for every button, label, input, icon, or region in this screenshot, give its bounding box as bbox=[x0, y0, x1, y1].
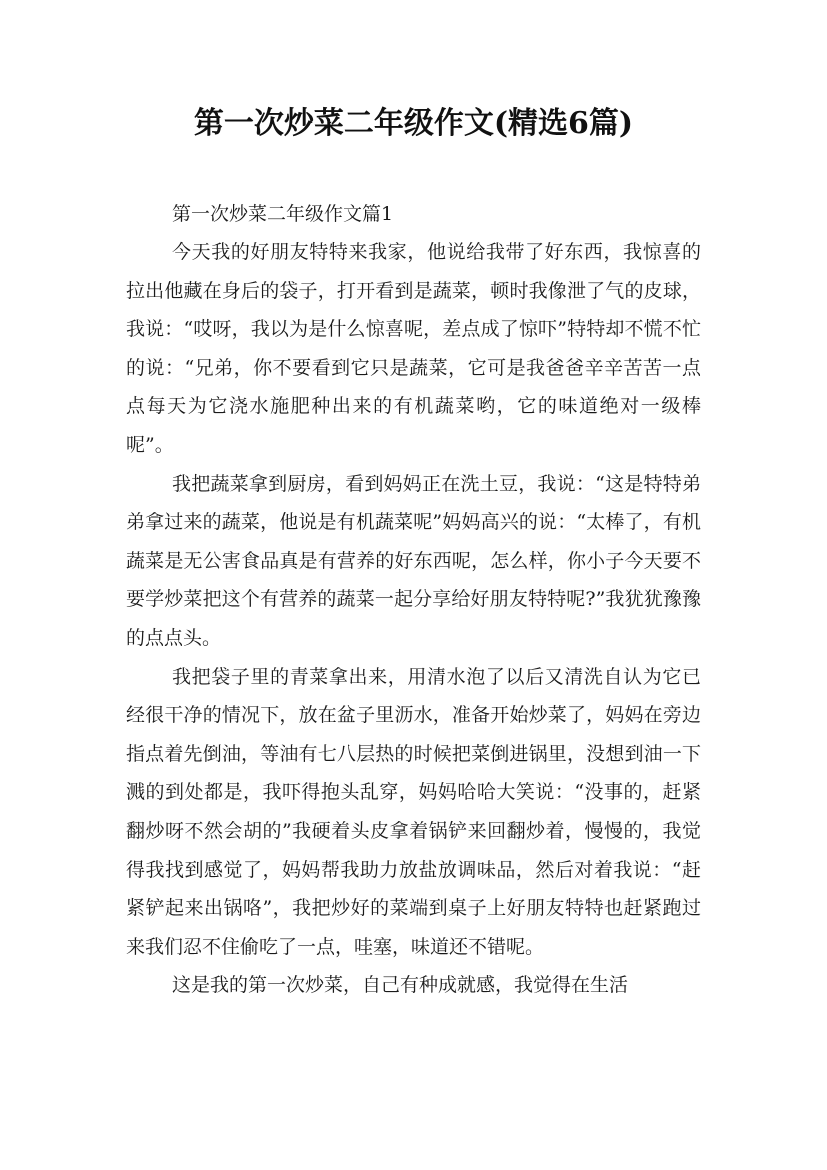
paragraph: 这是我的第一次炒菜，自己有种成就感，我觉得在生活 bbox=[172, 974, 629, 997]
document-title: 第一次炒菜二年级作文(精选6篇) bbox=[193, 106, 634, 141]
section-heading: 第一次炒菜二年级作文篇1 bbox=[172, 203, 394, 225]
paragraph: 我把蔬菜拿到厨房，看到妈妈正在洗土豆，我说：“这是特特弟弟拿过来的蔬菜，他说是有机蔬菜呢”妈妈高兴的说：“太棒了，有机蔬菜是无公害食品真是有营养的好东西呢，怎么样，你小子今天要不要学炒菜把这个有营养的蔬菜一起分享给好朋友特特呢?”我犹犹豫豫的点点头。 bbox=[126, 472, 701, 649]
paragraph: 今天我的好朋友特特来我家，他说给我带了好东西，我惊喜的拉出他藏在身后的袋子，打开看到是蔬菜，顿时我像泄了气的皮球，我说：“哎呀，我以为是什么惊喜呢，差点成了惊吓”特特却不慌不忙的说：“兄弟，你不要看到它只是蔬菜，它可是我爸爸辛辛苦苦一点点每天为它浇水施肥种出来的有机蔬菜哟，它的味道绝对一级棒呢”。 bbox=[126, 241, 701, 456]
paragraph: 我把袋子里的青菜拿出来，用清水泡了以后又清洗自认为它已经很干净的情况下，放在盆子里沥水，准备开始炒菜了，妈妈在旁边指点着先倒油，等油有七八层热的时候把菜倒进锅里，没想到油一下溅的到处都是，我吓得抱头乱穿，妈妈哈哈大笑说：“没事的，赶紧翻炒呀不然会胡的”我硬着头皮拿着锅铲来回翻炒着，慢慢的，我觉得我找到感觉了，妈妈帮我助力放盐放调味品，然后对着我说：“赶紧铲起来出锅咯”，我把炒好的菜端到桌子上好朋友特特也赶紧跑过来我们忍不住偷吃了一点，哇塞，味道还不错呢。 bbox=[126, 665, 701, 958]
document-body bbox=[126, 195, 701, 1005]
